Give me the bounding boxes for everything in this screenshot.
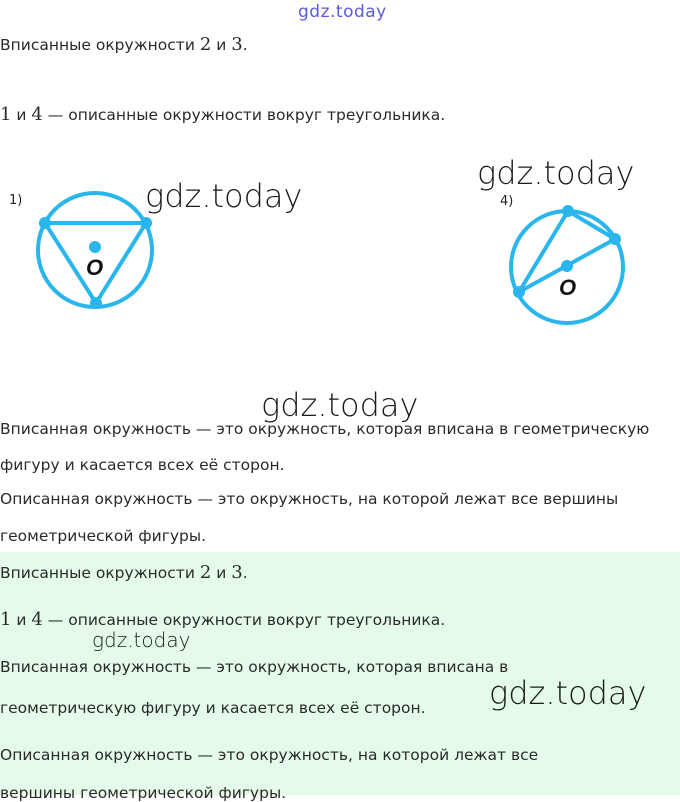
figure-1-diagram [30, 185, 160, 315]
circumscribed-text: — описанные окружности вокруг треугольника. [47, 106, 446, 124]
number-4: 4 [31, 104, 43, 125]
definition-circumscribed-line-2: геометрической фигуры. [0, 527, 207, 545]
inscribed-answer-line [0, 34, 248, 55]
vertex-point [39, 217, 51, 229]
definition-circumscribed-line-2: вершины геометрической фигуры. [0, 784, 287, 802]
conjunction: и [16, 611, 27, 629]
center-point [561, 260, 573, 272]
vertex-point [562, 205, 574, 217]
inscribed-text: Вписанные окружности [0, 564, 195, 582]
center-label-o: O [86, 255, 104, 280]
number-1: 1 [0, 609, 12, 630]
definition-inscribed-line-2: фигуру и касается всех её сторон. [0, 456, 285, 474]
figure-4-diagram [505, 205, 630, 330]
inscribed-answer-line [0, 562, 248, 583]
watermark: gdz.today [477, 154, 635, 192]
number-3: 3 [231, 34, 243, 55]
number-4: 4 [31, 609, 43, 630]
figure-1-label: 1) [9, 193, 23, 208]
vertex-point [513, 286, 525, 298]
conjunction: и [16, 106, 27, 124]
number-2: 2 [199, 34, 212, 55]
circumscribed-answer-line [0, 104, 445, 125]
watermark: gdz.today [261, 386, 419, 424]
vertex-point [609, 233, 621, 245]
vertex-point [90, 297, 102, 309]
solution-block [0, 552, 680, 802]
number-3: 3 [231, 562, 243, 583]
number-2: 2 [199, 562, 212, 583]
watermark: gdz.today [92, 628, 191, 652]
inscribed-text: Вписанные окружности [0, 36, 195, 54]
watermark-top: gdz.today [298, 2, 387, 22]
period: . [242, 36, 248, 54]
watermark: gdz.today [489, 674, 647, 712]
definition-circumscribed-line-1: Описанная окружность — это окружность, на которой лежат все [0, 746, 539, 764]
circumscribed-text: — описанные окружности вокруг треугольника. [47, 611, 446, 629]
definition-inscribed-line-1: Вписанная окружность — это окружность, которая вписана в [0, 658, 509, 676]
period: . [242, 564, 248, 582]
center-label-o: O [559, 275, 577, 300]
vertex-point [140, 217, 152, 229]
circumscribed-answer-line [0, 609, 445, 630]
conjunction: и [216, 564, 227, 582]
number-1: 1 [0, 104, 12, 125]
definition-inscribed-line-1: Вписанная окружность — это окружность, которая вписана в геометрическую [0, 420, 650, 438]
figure-4-label: 4) [500, 194, 514, 209]
definition-circumscribed-line-1: Описанная окружность — это окружность, на которой лежат все вершины [0, 490, 619, 508]
definition-inscribed-line-2: геометрическую фигуру и касается всех её сторон. [0, 699, 426, 717]
center-point [89, 241, 101, 253]
watermark: gdz.today [145, 177, 303, 215]
conjunction: и [216, 36, 227, 54]
